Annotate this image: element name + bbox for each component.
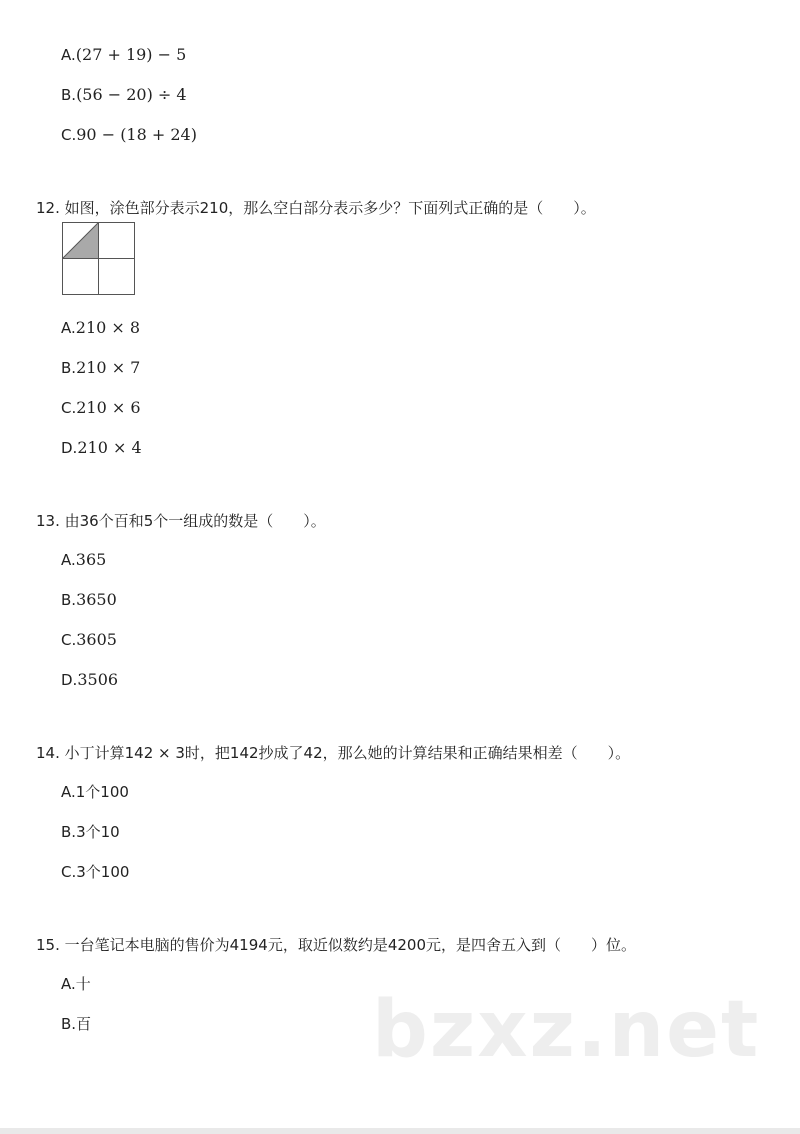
q13-option-d[interactable] bbox=[61, 670, 118, 690]
shaded-square-figure bbox=[62, 222, 135, 295]
option-label: A. bbox=[61, 46, 76, 64]
option-expression: 90 − (18 + 24) bbox=[76, 125, 197, 144]
question-13-title bbox=[36, 511, 326, 531]
question-12-title bbox=[36, 198, 596, 218]
option-label: B. bbox=[61, 86, 77, 104]
q14-option-b[interactable] bbox=[61, 822, 120, 842]
option-label: B. bbox=[61, 591, 77, 609]
option-expression: 3650 bbox=[76, 590, 117, 609]
question-number: 15. bbox=[36, 936, 60, 954]
question-14-title bbox=[36, 743, 630, 763]
q14-option-c[interactable] bbox=[61, 862, 129, 882]
option-expression: 210 × 6 bbox=[76, 398, 141, 417]
grid-figure-svg bbox=[62, 222, 135, 295]
option-label: A. bbox=[61, 319, 76, 337]
option-label: C. bbox=[61, 399, 77, 417]
option-text: 3个10 bbox=[76, 823, 120, 841]
q15-option-b[interactable] bbox=[61, 1014, 91, 1034]
q14-option-a[interactable] bbox=[61, 782, 129, 802]
q12-option-c[interactable] bbox=[61, 398, 141, 418]
option-label: B. bbox=[61, 823, 77, 841]
option-expression: 3605 bbox=[76, 630, 117, 649]
q11-option-b[interactable] bbox=[61, 85, 187, 105]
option-text: 百 bbox=[76, 1015, 92, 1033]
option-expression: 210 × 4 bbox=[77, 438, 142, 457]
question-text: 一台笔记本电脑的售价为4194元，取近似数约是4200元，是四舍五入到（ ）位。 bbox=[64, 936, 636, 954]
option-expression: 210 × 8 bbox=[75, 318, 141, 337]
q13-option-c[interactable] bbox=[61, 630, 117, 650]
q12-option-d[interactable] bbox=[61, 438, 142, 458]
option-label: C. bbox=[61, 126, 77, 144]
option-text: 1个100 bbox=[75, 783, 129, 801]
option-text: 十 bbox=[75, 975, 91, 993]
option-text: 3个100 bbox=[76, 863, 130, 881]
question-15-title bbox=[36, 935, 636, 955]
option-expression: 3506 bbox=[77, 670, 119, 689]
option-label: B. bbox=[61, 359, 77, 377]
option-label: A. bbox=[61, 783, 76, 801]
option-label: A. bbox=[61, 975, 76, 993]
question-text: 由36个百和5个一组成的数是（ ）。 bbox=[64, 512, 326, 530]
option-expression: 365 bbox=[75, 550, 107, 569]
watermark: bzxz.net bbox=[372, 985, 761, 1075]
option-label: A. bbox=[61, 551, 76, 569]
q11-option-a[interactable] bbox=[61, 45, 186, 65]
q11-option-c[interactable] bbox=[61, 125, 197, 145]
question-number: 12. bbox=[36, 199, 60, 217]
option-label: C. bbox=[61, 631, 77, 649]
q13-option-a[interactable] bbox=[61, 550, 106, 570]
question-text: 如图，涂色部分表示210，那么空白部分表示多少？下面列式正确的是（ ）。 bbox=[64, 199, 596, 217]
q12-option-b[interactable] bbox=[61, 358, 140, 378]
option-expression: (27 + 19) − 5 bbox=[75, 45, 187, 64]
option-expression: 210 × 7 bbox=[76, 358, 141, 377]
q13-option-b[interactable] bbox=[61, 590, 117, 610]
option-label: D. bbox=[61, 439, 78, 457]
question-number: 14. bbox=[36, 744, 60, 762]
option-label: B. bbox=[61, 1015, 77, 1033]
option-label: C. bbox=[61, 863, 77, 881]
option-label: D. bbox=[61, 671, 78, 689]
question-text: 小丁计算142 × 3时，把142抄成了42，那么她的计算结果和正确结果相差（ ）。 bbox=[64, 744, 631, 762]
q12-option-a[interactable] bbox=[61, 318, 140, 338]
question-number: 13. bbox=[36, 512, 60, 530]
q15-option-a[interactable] bbox=[61, 974, 91, 994]
option-expression: (56 − 20) ÷ 4 bbox=[76, 85, 187, 104]
page-bottom-edge bbox=[0, 1128, 800, 1134]
